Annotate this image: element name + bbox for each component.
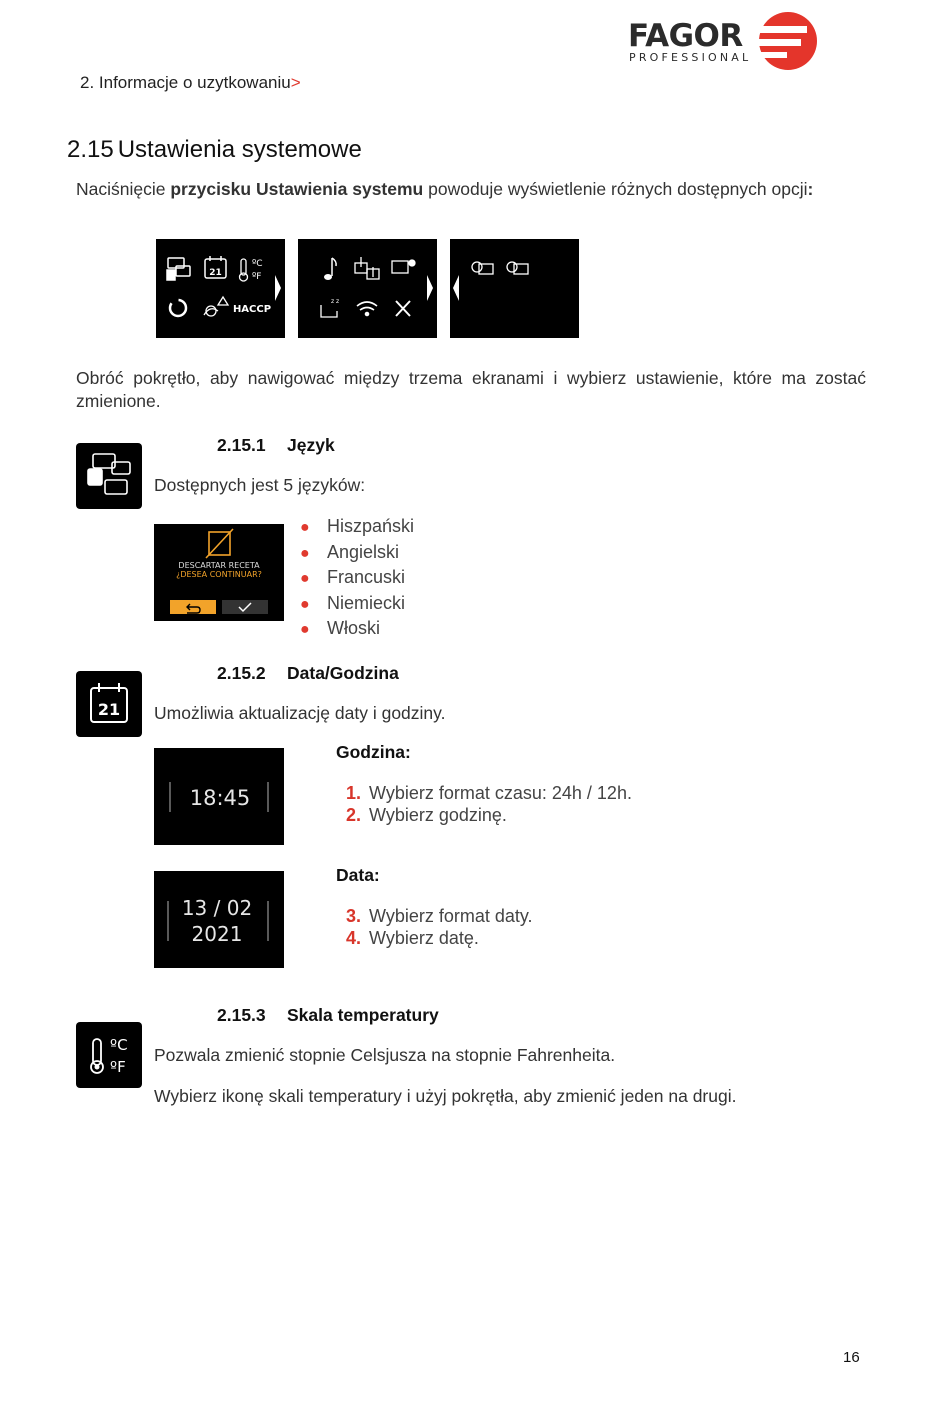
- settings-screen-3: [450, 239, 579, 338]
- time-heading: Godzina:: [336, 742, 411, 762]
- bullet-icon: ●: [300, 595, 310, 613]
- language-item: Francuski: [327, 567, 406, 587]
- language-description: Dostępnych jest 5 języków:: [154, 475, 366, 495]
- datetime-heading: [217, 663, 399, 684]
- shapes-icon: [204, 297, 228, 316]
- next-screen-arrow-icon: [427, 275, 433, 301]
- step-text: Wybierz datę.: [369, 928, 479, 948]
- step-number: 1.: [346, 783, 362, 803]
- language-list: [300, 514, 414, 642]
- confirm-button-graphic: [222, 600, 268, 614]
- svg-text:z z: z z: [331, 298, 340, 305]
- screen-brightness-icon: [392, 260, 415, 273]
- language-settings-icon: [76, 443, 142, 509]
- datetime-title: Data/Godzina: [287, 663, 399, 683]
- settings-screen-1: [156, 239, 285, 338]
- step-number: 3.: [346, 906, 362, 926]
- clock-settings-icon: [472, 262, 493, 274]
- language-icon: [167, 258, 190, 280]
- bullet-icon: ●: [300, 544, 310, 562]
- tools-icon: [396, 301, 410, 316]
- language-screen: [154, 524, 284, 621]
- step-text: Wybierz godzinę.: [369, 805, 507, 825]
- language-screen-graphic: [154, 524, 284, 621]
- language-item: Hiszpański: [327, 516, 415, 536]
- next-screen-arrow-icon: [275, 275, 281, 301]
- language-item: Angielski: [327, 541, 400, 562]
- list-item: [300, 591, 414, 617]
- celsius-label: ºC: [110, 1036, 128, 1054]
- list-item: [346, 782, 632, 804]
- fagor-logo-icon: [757, 11, 817, 71]
- calendar-icon: [205, 256, 226, 278]
- import-export-icon: [355, 257, 379, 279]
- temperature-heading: [217, 1005, 439, 1026]
- settings-screen-2-icons: [298, 239, 437, 338]
- previous-screen-arrow-icon: [453, 275, 459, 301]
- screen-line-1: DESCARTAR RECETA: [178, 561, 260, 570]
- section-title: Ustawienia systemowe: [117, 136, 362, 163]
- wifi-icon: [357, 302, 377, 316]
- datetime-description: Umożliwia aktualizację daty i godziny.: [154, 703, 446, 723]
- section-number: 2.15: [67, 136, 114, 163]
- list-item: [346, 927, 533, 949]
- language-title: Język: [287, 435, 335, 455]
- temperature-title: Skala temperatury: [287, 1005, 439, 1025]
- calendar-icon: [76, 671, 142, 737]
- settings-screen-1-icons: [156, 239, 285, 338]
- datetime-settings-icon: [76, 671, 142, 737]
- bullet-icon: ●: [300, 519, 310, 536]
- calendar-day: 21: [97, 700, 121, 719]
- intro-paragraph: [76, 179, 813, 200]
- timer-icon: [170, 300, 186, 316]
- intro-colon: :: [807, 179, 814, 199]
- bullet-icon: ●: [300, 621, 310, 638]
- time-screen: [154, 748, 284, 845]
- breadcrumb-text: 2. Informacje o uzytkowaniu: [80, 73, 291, 92]
- date-display-year: 2021: [191, 922, 243, 946]
- list-item: [300, 514, 414, 540]
- step-text: Wybierz format czasu: 24h / 12h.: [369, 783, 632, 803]
- haccp-icon: HACCP: [232, 304, 272, 315]
- music-note-icon: [324, 258, 336, 280]
- list-item: [300, 540, 414, 566]
- brand-logo-subtitle: PROFESSIONAL: [629, 51, 752, 64]
- list-item: [300, 565, 414, 591]
- list-item: [346, 905, 533, 927]
- date-steps: [346, 905, 533, 949]
- sleep-icon: [321, 298, 339, 317]
- date-heading: Data:: [336, 865, 380, 885]
- intro-text: Naciśnięcie: [76, 179, 171, 199]
- settings-screen-2: [298, 239, 437, 338]
- breadcrumb-arrow: >: [290, 73, 301, 92]
- step-text: Wybierz format daty.: [369, 906, 533, 926]
- list-item: [346, 804, 632, 826]
- temperature-description: Pozwala zmienić stopnie Celsjusza na stopnie Fahrenheita.: [154, 1045, 616, 1065]
- temperature-settings-icon: [76, 1022, 142, 1088]
- temperature-number: 2.15.3: [217, 1005, 266, 1025]
- time-steps: [346, 782, 632, 826]
- language-number: 2.15.1: [217, 435, 266, 455]
- language-item: Niemiecki: [327, 592, 406, 613]
- intro-bold: przycisku Ustawienia systemu: [170, 179, 424, 199]
- date-screen-graphic: [154, 871, 284, 968]
- date-screen: [154, 871, 284, 968]
- language-heading: [217, 435, 335, 456]
- time-screen-graphic: [154, 748, 284, 845]
- fahrenheit-label: ºF: [110, 1058, 126, 1076]
- screen-line-2: ¿DESEA CONTINUAR?: [176, 570, 262, 579]
- datetime-number: 2.15.2: [217, 663, 266, 683]
- fahrenheit-label: ºF: [252, 272, 262, 282]
- breadcrumb: [80, 73, 301, 93]
- date-display-day-month: 13 / 02: [181, 896, 253, 920]
- clock-settings-alt-icon: [507, 262, 528, 274]
- settings-screen-3-icons: [450, 239, 579, 338]
- rotate-paragraph: Obróć pokrętło, aby nawigować między trzema ekranami i wybierz ustawienie, które ma zostać zmienione.: [76, 368, 866, 411]
- time-display: 18:45: [189, 786, 251, 810]
- language-item: Włoski: [327, 618, 380, 638]
- intro-text-after: powoduje wyświetlenie różnych dostępnych opcji: [423, 179, 808, 199]
- temperature-instruction: Wybierz ikonę skali temperatury i użyj pokrętła, aby zmienić jeden na drugi.: [154, 1086, 737, 1106]
- language-icon: [76, 443, 142, 509]
- list-item: [300, 616, 414, 642]
- bullet-icon: ●: [300, 570, 310, 587]
- calendar-day: 21: [209, 268, 222, 278]
- step-number: 4.: [346, 928, 362, 948]
- brand-logo-text: FAGOR: [628, 18, 743, 54]
- celsius-label: ºC: [252, 259, 263, 269]
- thermometer-icon: [76, 1022, 142, 1088]
- section-heading: [67, 136, 362, 164]
- thermometer-icon: [240, 259, 263, 282]
- page-number: 16: [843, 1349, 860, 1366]
- step-number: 2.: [346, 805, 362, 825]
